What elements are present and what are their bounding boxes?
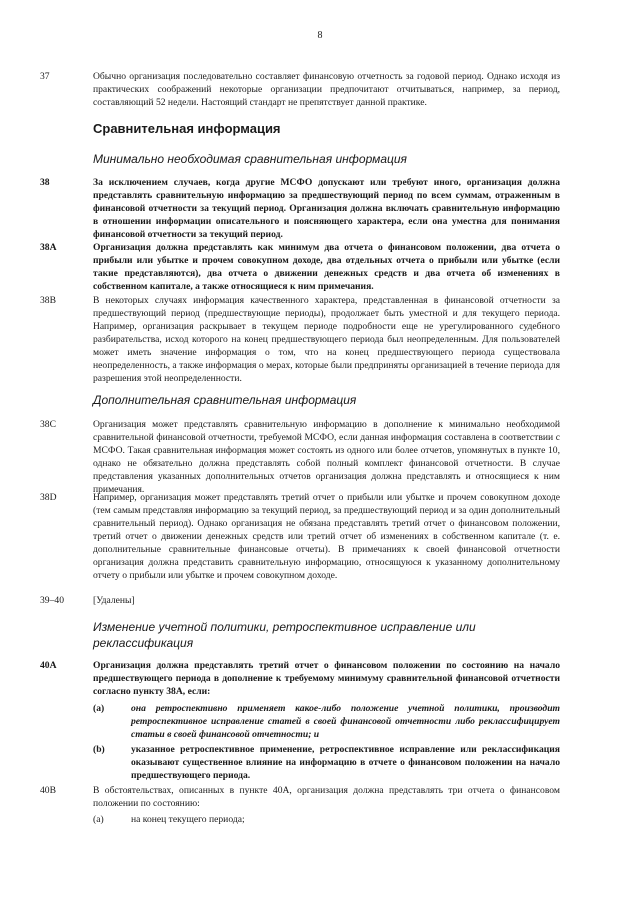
paragraph-text: В обстоятельствах, описанных в пункте 40A, организация должна представлять три отчета о финансовом положении по состоянию: xyxy=(93,785,560,809)
list-item-40a-b xyxy=(93,743,560,782)
list-item-40a-a xyxy=(93,702,560,741)
list-item-text xyxy=(131,702,560,741)
list-item-text: на конец текущего периода; xyxy=(131,814,245,825)
subsection-title-policy-change: Изменение учетной политики, ретроспективное исправление или реклассификация xyxy=(93,620,476,650)
paragraph-number: 38B xyxy=(40,295,56,306)
paragraph-38d xyxy=(40,491,560,582)
page-number: 8 xyxy=(317,30,323,41)
paragraph-40a xyxy=(40,659,560,698)
list-item-label: (a) xyxy=(93,703,105,714)
paragraph-39-40 xyxy=(40,594,560,607)
paragraph-number: 38D xyxy=(40,492,57,503)
paragraph-text: [Удалены] xyxy=(93,595,135,606)
list-item-italic-text: она ретроспективно применяет какое-либо положение учетной политики, производит ретроспективное исправление статей в своей финансовой отчетности либо реклассифицирует статьи в своей финансовой отчетности; и xyxy=(131,703,560,740)
paragraph-37 xyxy=(40,70,560,109)
paragraph-38c xyxy=(40,418,560,496)
paragraph-number: 40A xyxy=(40,660,57,671)
paragraph-number: 38C xyxy=(40,419,56,430)
paragraph-number: 38 xyxy=(40,177,50,188)
paragraph-text: Организация должна представлять как минимум два отчета о финансовом положении, два отчета о прибыли или убытке и прочем совокупном доходе, два отдельных отчета о прибыли или убытке (если такие представляются), два отчета о движении денежных средств и два отчета об изменениях в собственном капитале, а также относящиеся к ним примечания. xyxy=(93,242,560,292)
paragraph-text: Организация должна представлять третий отчет о финансовом положении по состоянию на начало предшествующего периода в дополнение к требуемому минимуму сравнительной финансовой отчетности согласно пункту 38A, если: xyxy=(93,660,560,697)
list-item-label: (a) xyxy=(93,814,104,825)
paragraph-number: 37 xyxy=(40,71,50,82)
paragraph-40b xyxy=(40,784,560,810)
list-item-40b-a xyxy=(93,813,560,826)
paragraph-38 xyxy=(40,176,560,241)
list-item-label: (b) xyxy=(93,744,105,755)
paragraph-number: 40B xyxy=(40,785,56,796)
subsection-title-minimum: Минимально необходимая сравнительная информация xyxy=(93,152,407,166)
paragraph-38b xyxy=(40,294,560,385)
paragraph-number: 39–40 xyxy=(40,595,64,606)
subsection-title-additional: Дополнительная сравнительная информация xyxy=(93,393,357,407)
paragraph-text: Например, организация может представлять третий отчет о прибыли или убытке и прочем совокупном доходе (тем самым представляя информацию за текущий период, за предшествующий период и за один дополнительный сравнительный период). Однако организация не обязана представлять третий отчет о финансовом положении, третий отчет о движении денежных средств или третий отчет об изменениях в собственном капитале (т. е. дополнительные сравнительные финансовые отчеты). В примечаниях к своей финансовой отчетности организация должна представить сравнительную информацию, относящуюся к указанному дополнительному отчету о прибыли или убытке и прочем совокупном доходе. xyxy=(93,492,560,581)
list-item-text: указанное ретроспективное применение, ретроспективное исправление или реклассификация оказывают существенное влияние на информацию в отчете о финансовом положении на начало предшествующего периода. xyxy=(131,744,560,781)
paragraph-text: За исключением случаев, когда другие МСФО допускают или требуют иного, организация должна представлять сравнительную информацию за предшествующий период по всем суммам, отраженным в финансовой отчетности за текущий период. Организация должна включать сравнительную информацию в отношении информации описательного и поясняющего характера, если она уместна для понимания финансовой отчетности за текущий период. xyxy=(93,177,560,240)
paragraph-38a xyxy=(40,241,560,293)
paragraph-text: В некоторых случаях информация качественного характера, представленная в финансовой отчетности за предшествующий период (предшествующие периоды), продолжает быть уместной и для текущего периода. Например, организация раскрывает в текущем периоде подробности еще не урегулированного судебного разбирательства, исход которого на конец предшествующего периода был неопределенным. Для пользователей может иметь значение информация о том, что на конец предшествующего периода существовала неопределенность, а также информация о мерах, которые были предприняты организацией в течение периода для разрешения этой неопределенности. xyxy=(93,295,560,384)
paragraph-number: 38A xyxy=(40,242,57,253)
section-title: Сравнительная информация xyxy=(93,121,281,136)
paragraph-text: Организация может представлять сравнительную информацию в дополнение к минимально необходимой сравнительной финансовой отчетности, требуемой МСФО, если данная информация составлена в соответствии с МСФО. Такая сравнительная информация может состоять из одного или более отчетов, упомянутых в пункте 10, однако не обязательно должна представлять собой полный комплект финансовой отчетности. В случае представления указанных дополнительных отчетов организация должна представлять и относящиеся к ним примечания. xyxy=(93,419,560,495)
paragraph-text: Обычно организация последовательно составляет финансовую отчетность за годовой период. Однако исходя из практических соображений некоторые организации предпочитают отчитываться, например, за период, составляющий 52 недели. Настоящий стандарт не препятствует данной практике. xyxy=(93,71,560,108)
